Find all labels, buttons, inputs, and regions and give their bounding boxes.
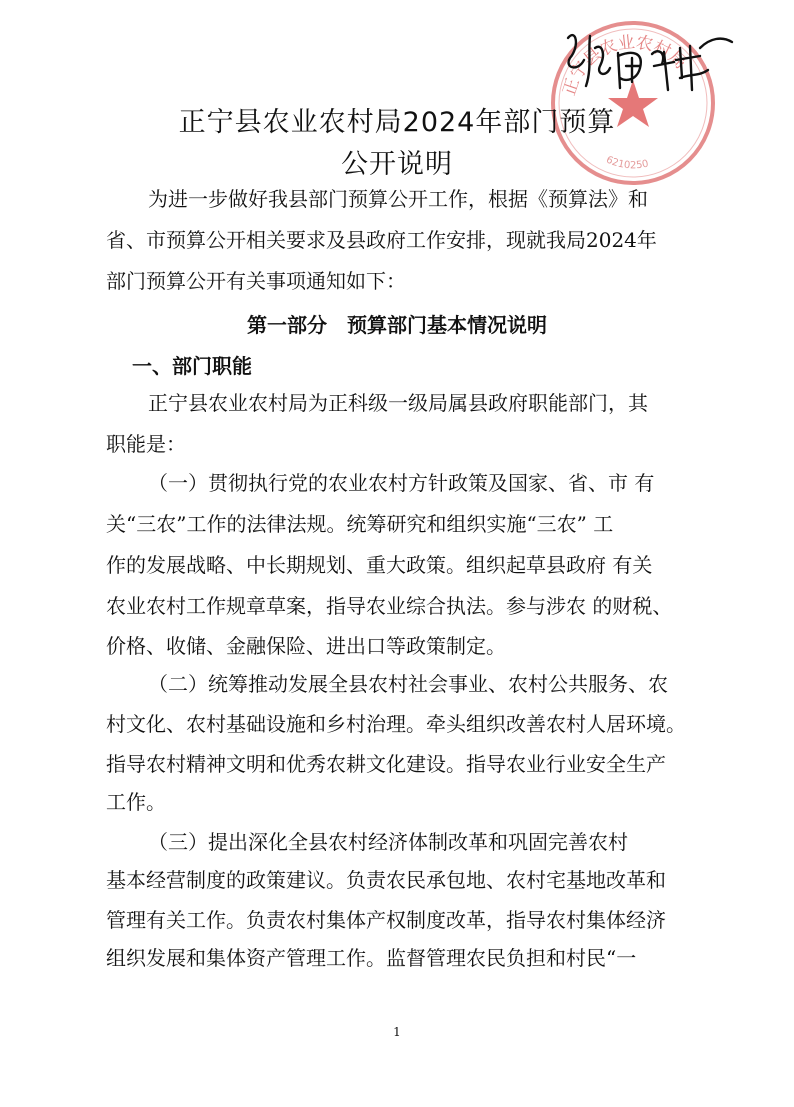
item-2-line-4: 工作。 — [106, 790, 166, 814]
item-3-line-3: 管理有关工作。负责农村集体产权制度改革，指导农村集体经济 — [106, 908, 666, 932]
part-1-heading: 第一部分 预算部门基本情况说明 — [247, 313, 547, 337]
intro-line-1: 为进一步做好我县部门预算公开工作，根据《预算法》和 — [148, 187, 648, 211]
item-1-line-1: （一）贯彻执行党的农业农村方针政策及国家、省、市 有 — [148, 471, 655, 495]
item-3-line-2: 基本经营制度的政策建议。负责农民承包地、农村宅基地改革和 — [106, 868, 666, 892]
page-number: 1 — [393, 1025, 401, 1039]
intro-line-3: 部门预算公开有关事项通知如下： — [106, 269, 406, 293]
item-1-line-2: 关“三农”工作的法律法规。统筹研究和组织实施“三农” 工 — [106, 512, 614, 536]
section-1-heading: 一、部门职能 — [132, 354, 252, 378]
item-2-line-1: （二）统筹推动发展全县农村社会事业、农村公共服务、农 — [148, 672, 668, 696]
document-title-line-1: 正宁县农业农村局2024年部门预算 — [178, 107, 616, 138]
intro-line-2: 省、市预算公开相关要求及县政府工作安排，现就我局2024年 — [106, 228, 657, 252]
item-1-line-4: 农业农村工作规章草案，指导农业综合执法。参与涉农 的财税、 — [106, 594, 673, 618]
item-2-line-3: 指导农村精神文明和优秀农耕文化建设。指导农业行业安全生产 — [106, 752, 666, 776]
duty-intro-line-2: 职能是： — [106, 432, 186, 456]
duty-intro-line-1: 正宁县农业农村局为正科级一级局属县政府职能部门，其 — [148, 391, 648, 415]
item-2-line-2: 村文化、农村基础设施和乡村治理。牵头组织改善农村人居环境。 — [106, 712, 686, 736]
seal-number: 6210250 — [604, 154, 650, 172]
seal-text: 正宁县农业农村局 — [559, 32, 691, 99]
item-1-line-5: 价格、收储、金融保险、进出口等政策制定。 — [106, 634, 506, 658]
item-1-line-3: 作的发展战略、中长期规划、重大政策。组织起草县政府 有关 — [106, 553, 653, 577]
document-title-line-2: 公开说明 — [341, 149, 453, 180]
item-3-line-1: （三）提出深化全县农村经济体制改革和巩固完善农村 — [148, 830, 628, 854]
handwritten-signature-icon — [540, 8, 740, 108]
item-3-line-4: 组织发展和集体资产管理工作。监督管理农民负担和村民“一 — [106, 946, 637, 970]
